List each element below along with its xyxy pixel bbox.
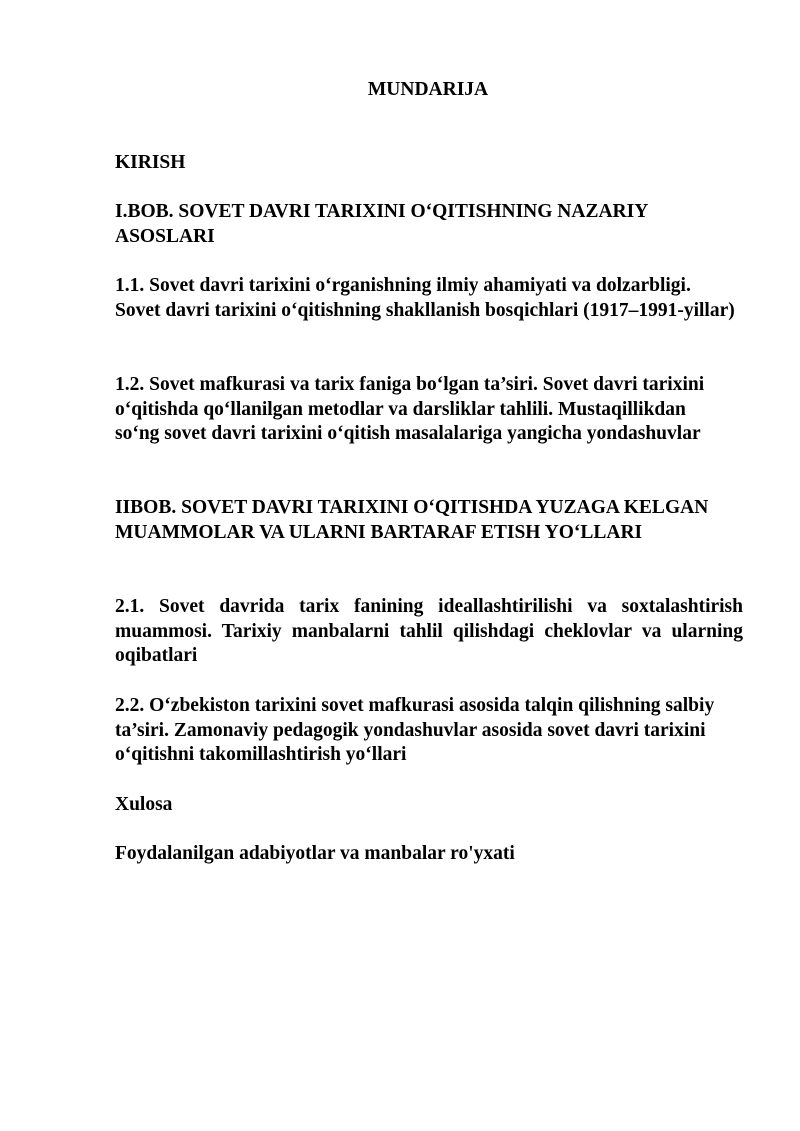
toc-entry-section-1-2: 1.2. Sovet mafkurasi va tarix faniga bo‘lgan ta’siri. Sovet davri tarixini o‘qitishda qo‘llanilgan metodlar va darsliklar tahlili. Mustaqillikdan so‘ng sovet davri tarixini o‘qitish masalalariga yangicha yondashuvlar [115,374,705,444]
toc-entry-section-2-1: 2.1. Sovet davrida tarix fanining ideallashtirilishi va soxtalashtirish muammosi. Tarixiy manbalarni tahlil qilishdagi cheklovlar va ularning oqibatlari [115,596,743,666]
toc-entry-section-2-2: 2.2. O‘zbekiston tarixini sovet mafkurasi asosida talqin qilishning salbiy ta’siri. Zamonaviy pedagogik yondashuvlar asosida sovet davri tarixini o‘qitishni takomillashtirish yo‘llari [115,695,715,765]
toc-entry-chapter-2: IIBOB. SOVET DAVRI TARIXINI O‘QITISHDA YUZAGA KELGAN MUAMMOLAR VA ULARNI BARTARAF ETISH YO‘LLARI [115,497,709,543]
toc-entry-chapter-1: I.BOB. SOVET DAVRI TARIXINI O‘QITISHNING NAZARIY ASOSLARI [115,201,648,247]
toc-entry-references: Foydalanilgan adabiyotlar va manbalar ro'yxati [115,843,515,864]
toc-entry-conclusion: Xulosa [115,794,173,815]
toc-entry-section-1-1: 1.1. Sovet davri tarixini o‘rganishning ilmiy ahamiyati va dolzarbligi. Sovet davri tarixini o‘qitishning shakllanish bosqichlari (1917–1991-yillar) [115,275,735,321]
page-title: MUNDARIJA [367,79,489,100]
toc-entry-introduction: KIRISH [115,152,186,173]
